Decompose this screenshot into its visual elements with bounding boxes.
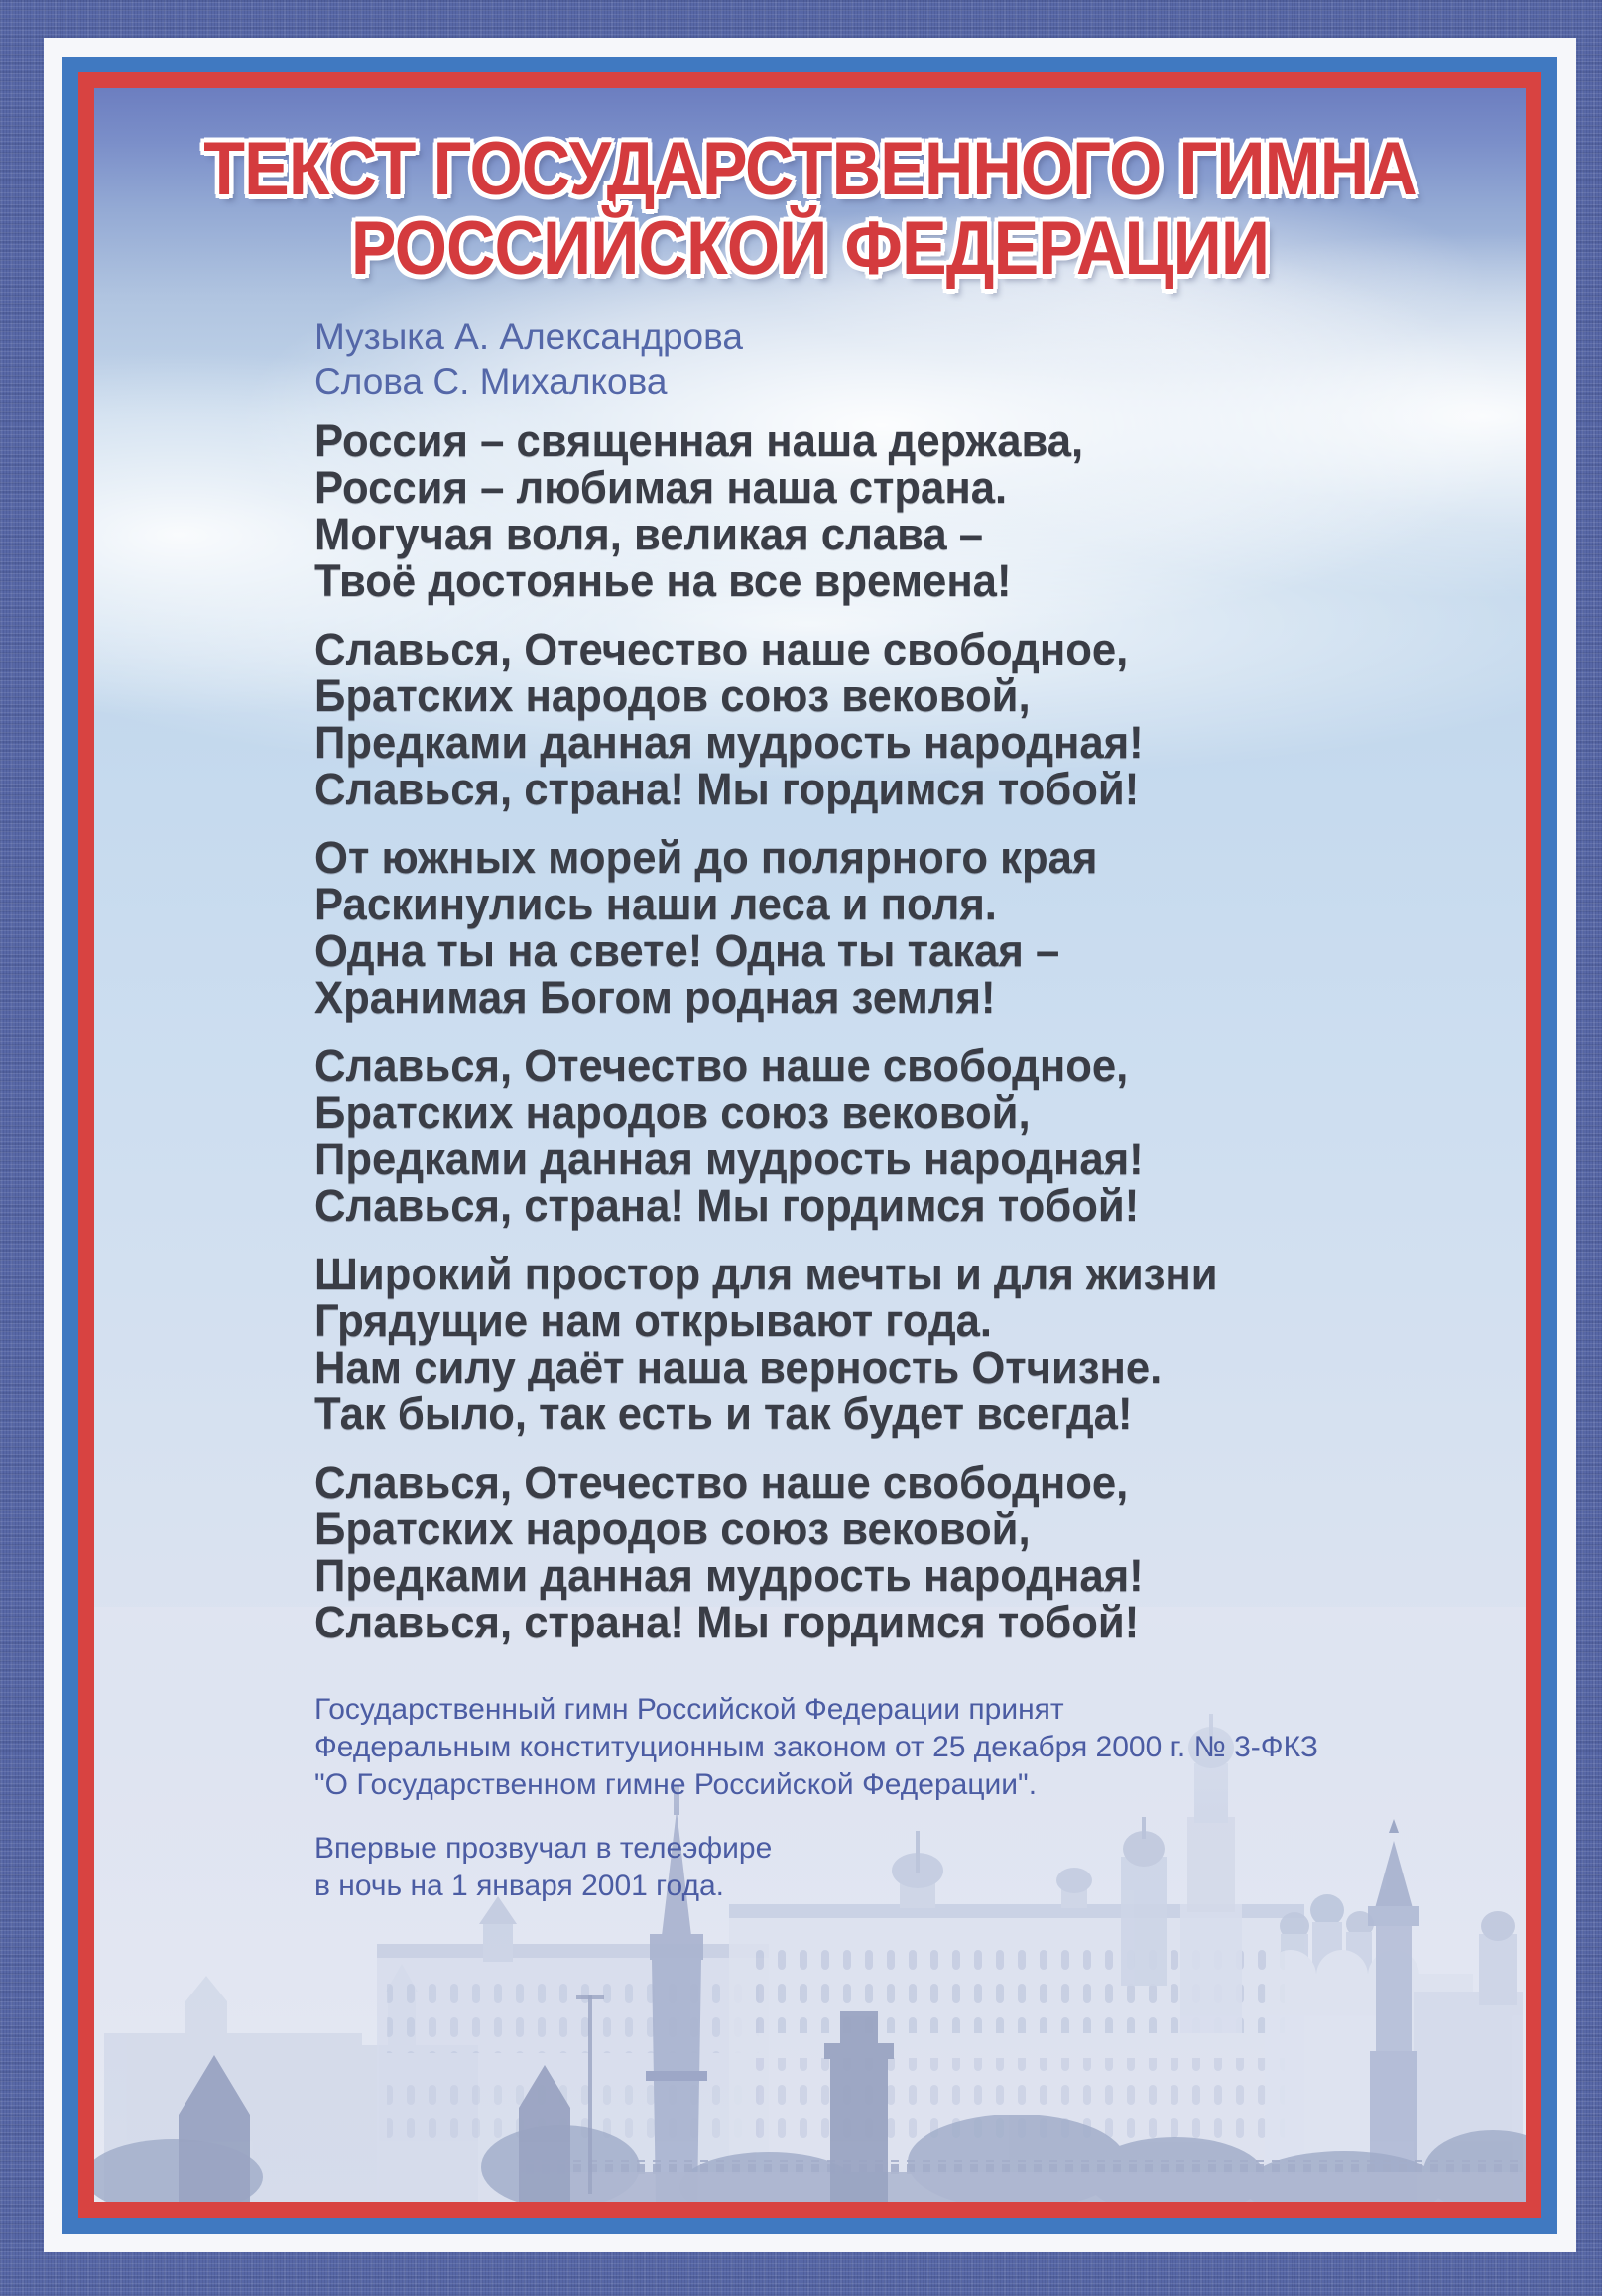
page-title (166, 127, 1454, 291)
stanza-chorus-2 (314, 1042, 1373, 1229)
anthem-line: Могучая воля, великая слава – (314, 509, 984, 559)
title-line-2: РОССИЙСКОЙ ФЕДЕРАЦИИ (350, 206, 1270, 291)
premiere-line: в ночь на 1 января 2001 года. (314, 1870, 724, 1902)
anthem-line: Славься, страна! Мы гордимся тобой! (314, 1180, 1140, 1231)
anthem-line: От южных морей до полярного края (314, 832, 1098, 883)
credit-music: Музыка А. Александрова (314, 316, 743, 357)
anthem-line: Твоё достоянье на все времена! (314, 555, 1012, 606)
anthem-line: Предками данная мудрость народная! (314, 1550, 1144, 1601)
anthem-line: Славься, Отечество наше свободное, (314, 624, 1129, 674)
footnote-line: Федеральным конституционным законом от 25 декабря 2000 г. № 3-ФКЗ (314, 1731, 1318, 1763)
anthem-line: Славься, Отечество наше свободное, (314, 1040, 1129, 1091)
credit-lyrics: Слова С. Михалкова (314, 361, 668, 402)
anthem-line: Так было, так есть и так будет всегда! (314, 1389, 1133, 1439)
anthem-line: Грядущие нам открывают года. (314, 1295, 993, 1346)
poster-frame-white (44, 38, 1576, 2252)
anthem-line: Одна ты на свете! Одна ты такая – (314, 925, 1060, 976)
anthem-line: Предками данная мудрость народная! (314, 717, 1144, 768)
poster-frame-red (78, 72, 1541, 2218)
anthem-line: Славься, Отечество наше свободное, (314, 1457, 1129, 1508)
anthem-line: Предками данная мудрость народная! (314, 1134, 1144, 1184)
anthem-line: Славься, страна! Мы гордимся тобой! (314, 1597, 1140, 1647)
anthem-line: Братских народов союз вековой, (314, 1087, 1031, 1138)
credits (314, 314, 1406, 404)
stanza-chorus-1 (314, 626, 1373, 812)
stanza-chorus-3 (314, 1459, 1373, 1645)
stanza-verse-2 (314, 834, 1373, 1021)
premiere-note (314, 1830, 1406, 1905)
anthem-line: Нам силу даёт наша верность Отчизне. (314, 1342, 1163, 1392)
footnote-line: Государственный гимн Российской Федерации принят (314, 1693, 1064, 1726)
poster-content (94, 88, 1526, 2202)
anthem-line: Россия – любимая наша страна. (314, 462, 1008, 513)
anthem-line: Братских народов союз вековой, (314, 670, 1031, 721)
poster-frame-blue (62, 57, 1557, 2234)
poster-text (94, 88, 1526, 2202)
title-line-1: ТЕКСТ ГОСУДАРСТВЕННОГО ГИМНА (203, 127, 1417, 211)
anthem-text (314, 418, 1406, 1645)
anthem-line: Хранимая Богом родная земля! (314, 972, 996, 1023)
anthem-line: Славься, страна! Мы гордимся тобой! (314, 764, 1140, 814)
anthem-line: Россия – священная наша держава, (314, 416, 1084, 466)
footnote-line: "О Государственном гимне Российской Федерации". (314, 1768, 1038, 1801)
stanza-verse-1 (314, 418, 1373, 604)
stanza-verse-3 (314, 1251, 1373, 1437)
anthem-line: Раскинулись наши леса и поля. (314, 879, 997, 929)
anthem-line: Широкий простор для мечты и для жизни (314, 1249, 1218, 1299)
anthem-line: Братских народов союз вековой, (314, 1504, 1031, 1554)
premiere-line: Впервые прозвучал в телеэфире (314, 1832, 773, 1865)
law-footnote (314, 1691, 1406, 1804)
